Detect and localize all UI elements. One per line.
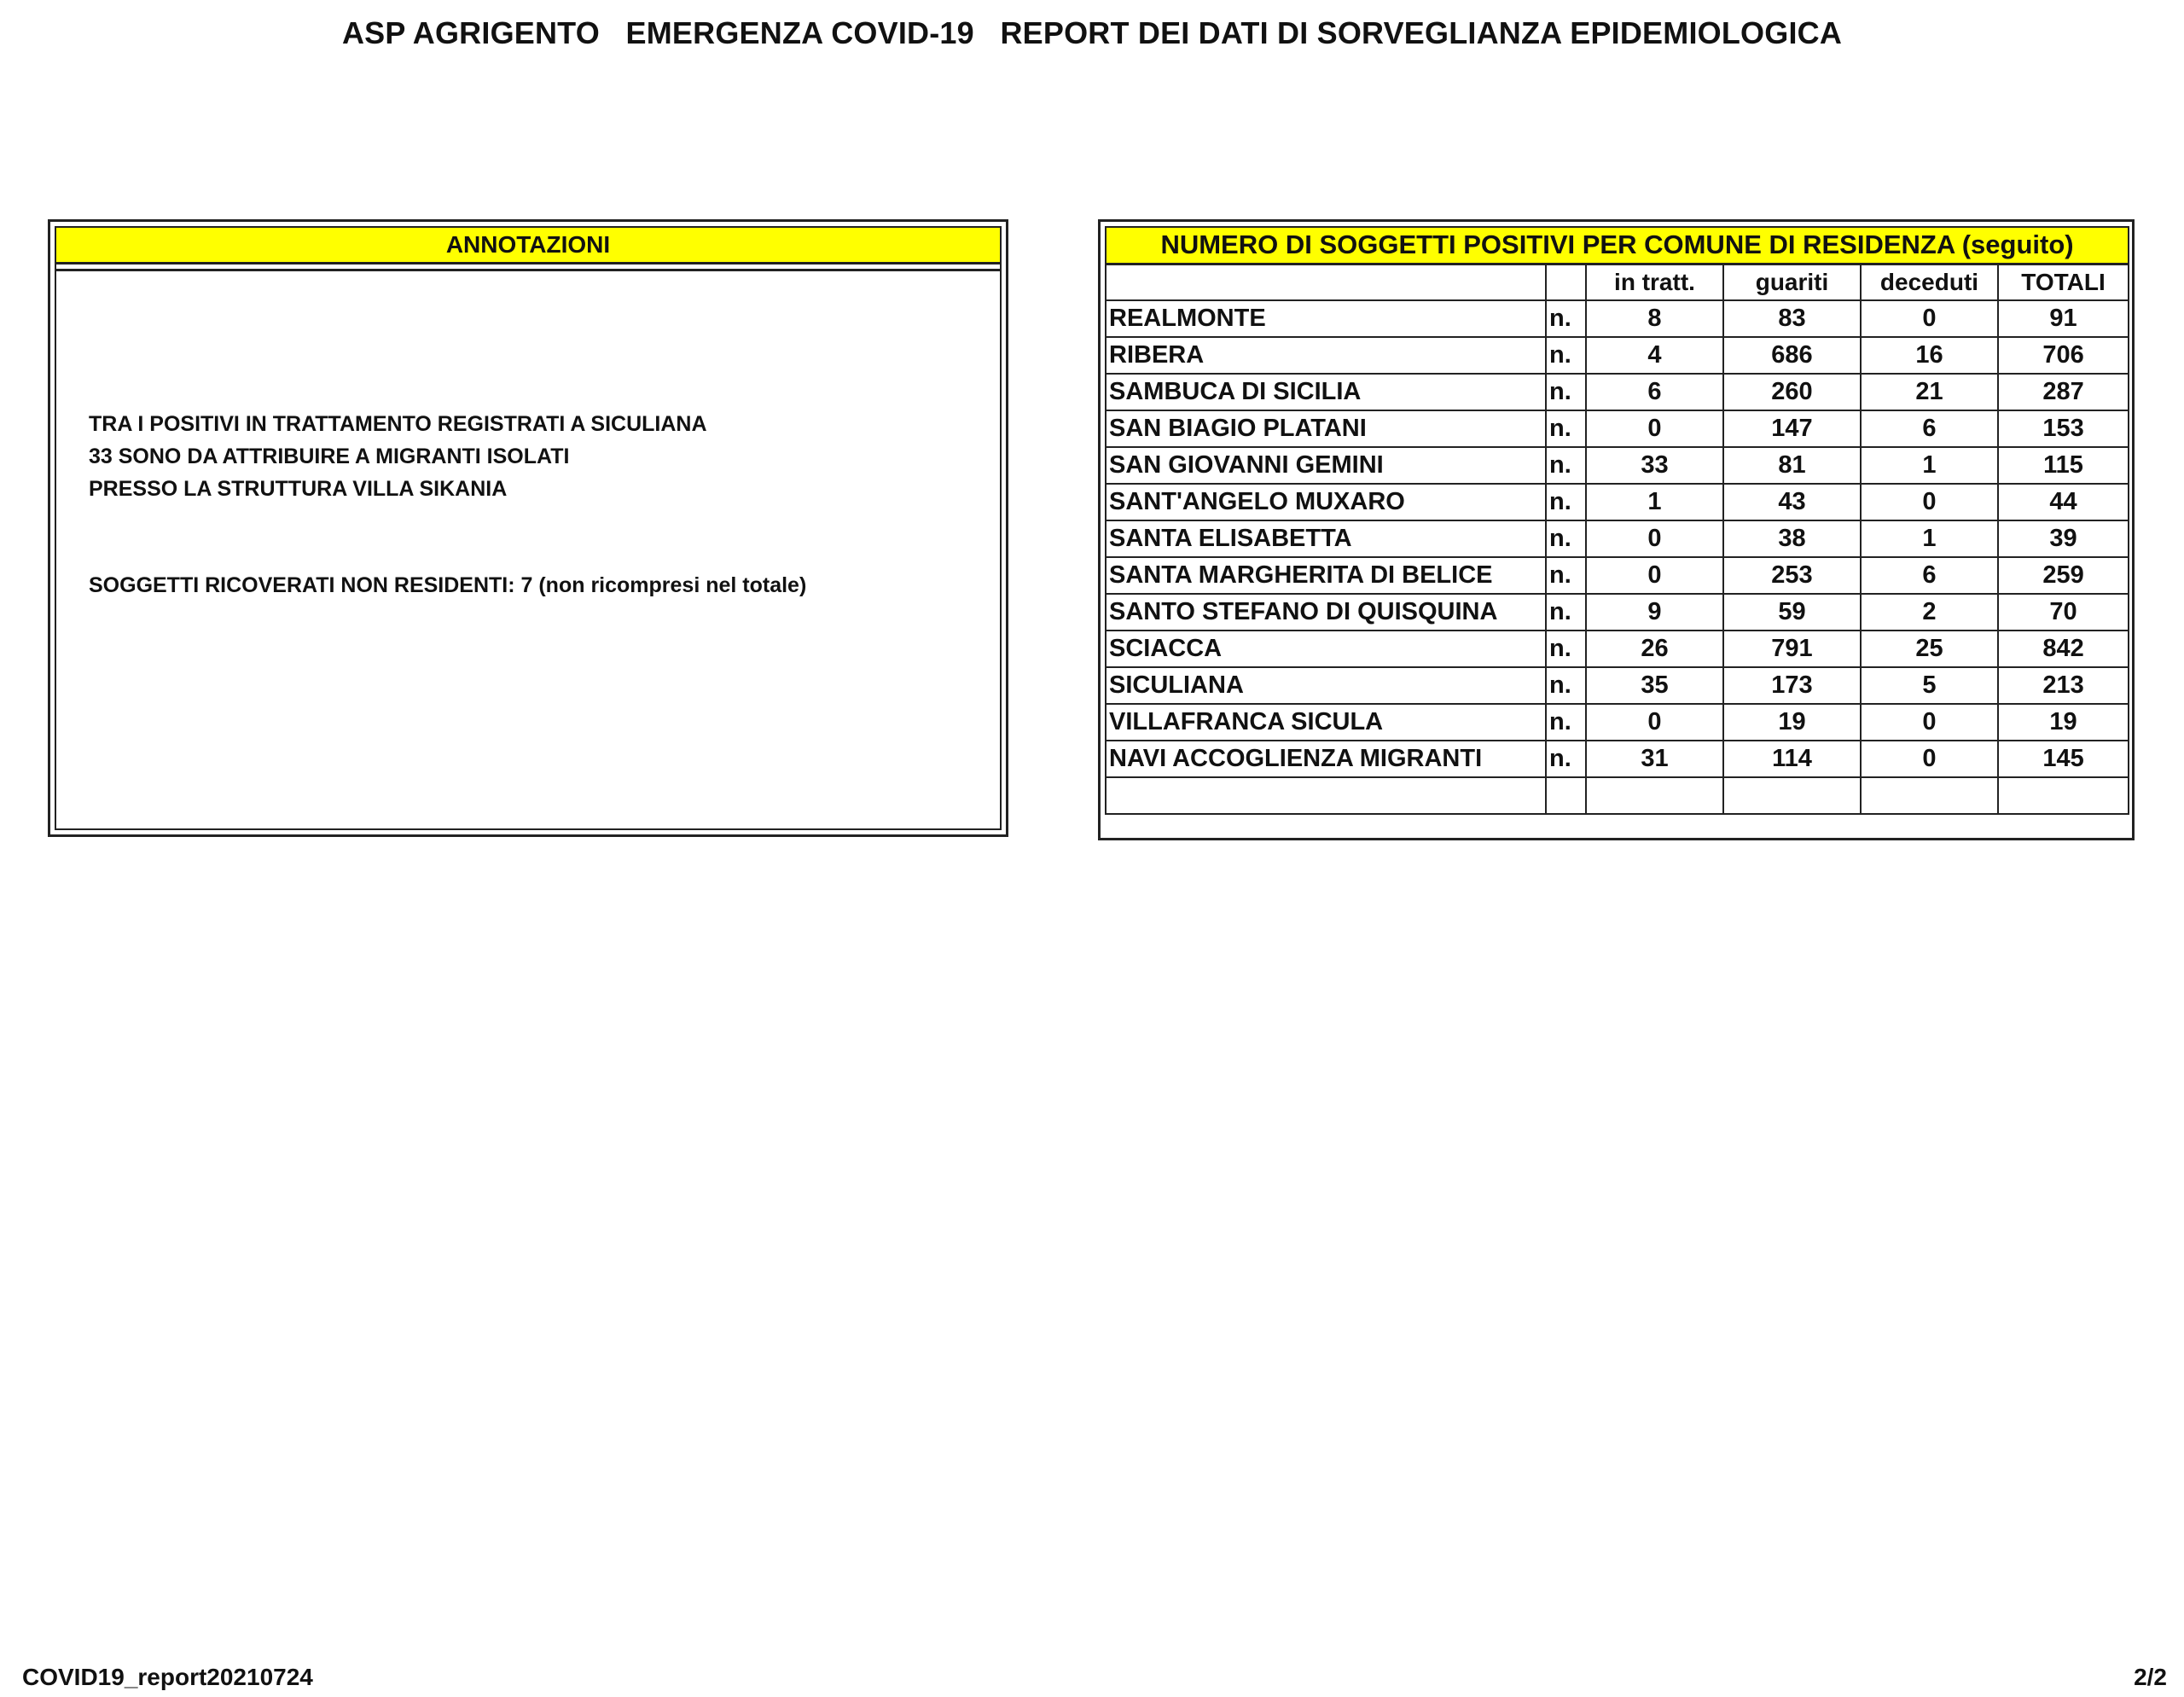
value-totali: 91 [1998,300,2129,337]
annotations-heading: ANNOTAZIONI [56,228,1000,264]
value-totali: 153 [1998,410,2129,447]
value-deceduti: 21 [1861,374,1998,410]
column-header-in-tratt: in tratt. [1586,264,1723,300]
annotations-body [56,269,1000,828]
report-id: COVID19_report20210724 [22,1664,313,1690]
value-deceduti: 1 [1861,520,1998,557]
value-deceduti: 6 [1861,557,1998,594]
value-totali: 145 [1998,741,2129,777]
comune-name: SAMBUCA DI SICILIA [1106,374,1546,410]
comune-name: REALMONTE [1106,300,1546,337]
unit-label: n. [1546,410,1586,447]
value-totali: 70 [1998,594,2129,631]
empty-cell [1861,777,1998,814]
table-row [1106,667,2129,704]
value-in-tratt: 26 [1586,631,1723,667]
value-in-tratt: 0 [1586,704,1723,741]
empty-cell [1998,777,2129,814]
value-deceduti: 1 [1861,447,1998,484]
value-deceduti: 6 [1861,410,1998,447]
value-deceduti: 5 [1861,667,1998,704]
comune-name: VILLAFRANCA SICULA [1106,704,1546,741]
value-guariti: 114 [1723,741,1861,777]
table-column-headers [1106,264,2129,300]
table-title: NUMERO DI SOGGETTI POSITIVI PER COMUNE DI RESIDENZA (seguito) [1106,227,2129,264]
value-deceduti: 25 [1861,631,1998,667]
value-in-tratt: 0 [1586,557,1723,594]
table-row [1106,594,2129,631]
value-totali: 115 [1998,447,2129,484]
table-row [1106,741,2129,777]
column-header-comune [1106,264,1546,300]
empty-cell [1586,777,1723,814]
table-body [1106,300,2129,814]
unit-label: n. [1546,374,1586,410]
table-row [1106,300,2129,337]
value-in-tratt: 6 [1586,374,1723,410]
table-row [1106,631,2129,667]
comune-name: SANTA ELISABETTA [1106,520,1546,557]
unit-label: n. [1546,520,1586,557]
value-guariti: 59 [1723,594,1861,631]
unit-label: n. [1546,557,1586,594]
annotations-panel [48,219,1008,837]
value-in-tratt: 0 [1586,410,1723,447]
unit-label: n. [1546,704,1586,741]
value-guariti: 83 [1723,300,1861,337]
comune-name: RIBERA [1106,337,1546,374]
table-row [1106,374,2129,410]
column-header-deceduti: deceduti [1861,264,1998,300]
value-deceduti: 2 [1861,594,1998,631]
comune-name: SANTO STEFANO DI QUISQUINA [1106,594,1546,631]
value-totali: 39 [1998,520,2129,557]
value-guariti: 147 [1723,410,1861,447]
value-deceduti: 0 [1861,741,1998,777]
value-totali: 213 [1998,667,2129,704]
value-guariti: 38 [1723,520,1861,557]
value-guariti: 173 [1723,667,1861,704]
value-in-tratt: 0 [1586,520,1723,557]
unit-label: n. [1546,337,1586,374]
value-totali: 19 [1998,704,2129,741]
value-deceduti: 0 [1861,484,1998,520]
empty-cell [1546,777,1586,814]
value-in-tratt: 4 [1586,337,1723,374]
value-guariti: 253 [1723,557,1861,594]
value-guariti: 81 [1723,447,1861,484]
value-deceduti: 0 [1861,704,1998,741]
value-guariti: 19 [1723,704,1861,741]
table-row [1106,447,2129,484]
unit-label: n. [1546,300,1586,337]
comune-name: SICULIANA [1106,667,1546,704]
note-line-3: PRESSO LA STRUTTURA VILLA SIKANIA [89,477,508,501]
value-totali: 842 [1998,631,2129,667]
positives-table [1105,226,2129,815]
value-guariti: 43 [1723,484,1861,520]
table-row [1106,337,2129,374]
value-totali: 44 [1998,484,2129,520]
unit-label: n. [1546,484,1586,520]
page-number: 2/2 [2134,1664,2167,1690]
value-guariti: 791 [1723,631,1861,667]
table-row [1106,557,2129,594]
comune-name: SAN GIOVANNI GEMINI [1106,447,1546,484]
value-in-tratt: 1 [1586,484,1723,520]
column-header-unit [1546,264,1586,300]
value-totali: 259 [1998,557,2129,594]
value-guariti: 260 [1723,374,1861,410]
value-in-tratt: 9 [1586,594,1723,631]
note-line-4: SOGGETTI RICOVERATI NON RESIDENTI: 7 (non ricompresi nel totale) [89,573,807,597]
table-row [1106,704,2129,741]
unit-label: n. [1546,447,1586,484]
value-in-tratt: 35 [1586,667,1723,704]
note-line-2: 33 SONO DA ATTRIBUIRE A MIGRANTI ISOLATI [89,445,570,468]
empty-cell [1106,777,1546,814]
unit-label: n. [1546,667,1586,704]
unit-label: n. [1546,741,1586,777]
table-row [1106,410,2129,447]
table-row-empty [1106,777,2129,814]
value-in-tratt: 33 [1586,447,1723,484]
note-line-1: TRA I POSITIVI IN TRATTAMENTO REGISTRATI A SICULIANA [89,412,707,436]
value-totali: 706 [1998,337,2129,374]
annotations-frame [55,226,1002,830]
positives-by-municipality-panel [1098,219,2135,840]
value-in-tratt: 31 [1586,741,1723,777]
page-title: ASP AGRIGENTO EMERGENZA COVID-19 REPORT DEI DATI DI SORVEGLIANZA EPIDEMIOLOGICA [341,15,1843,50]
table-row [1106,520,2129,557]
comune-name: NAVI ACCOGLIENZA MIGRANTI [1106,741,1546,777]
value-guariti: 686 [1723,337,1861,374]
comune-name: SANT'ANGELO MUXARO [1106,484,1546,520]
unit-label: n. [1546,594,1586,631]
value-in-tratt: 8 [1586,300,1723,337]
empty-cell [1723,777,1861,814]
value-totali: 287 [1998,374,2129,410]
column-header-guariti: guariti [1723,264,1861,300]
comune-name: SCIACCA [1106,631,1546,667]
comune-name: SAN BIAGIO PLATANI [1106,410,1546,447]
column-header-totali: TOTALI [1998,264,2129,300]
value-deceduti: 0 [1861,300,1998,337]
comune-name: SANTA MARGHERITA DI BELICE [1106,557,1546,594]
value-deceduti: 16 [1861,337,1998,374]
unit-label: n. [1546,631,1586,667]
table-row [1106,484,2129,520]
